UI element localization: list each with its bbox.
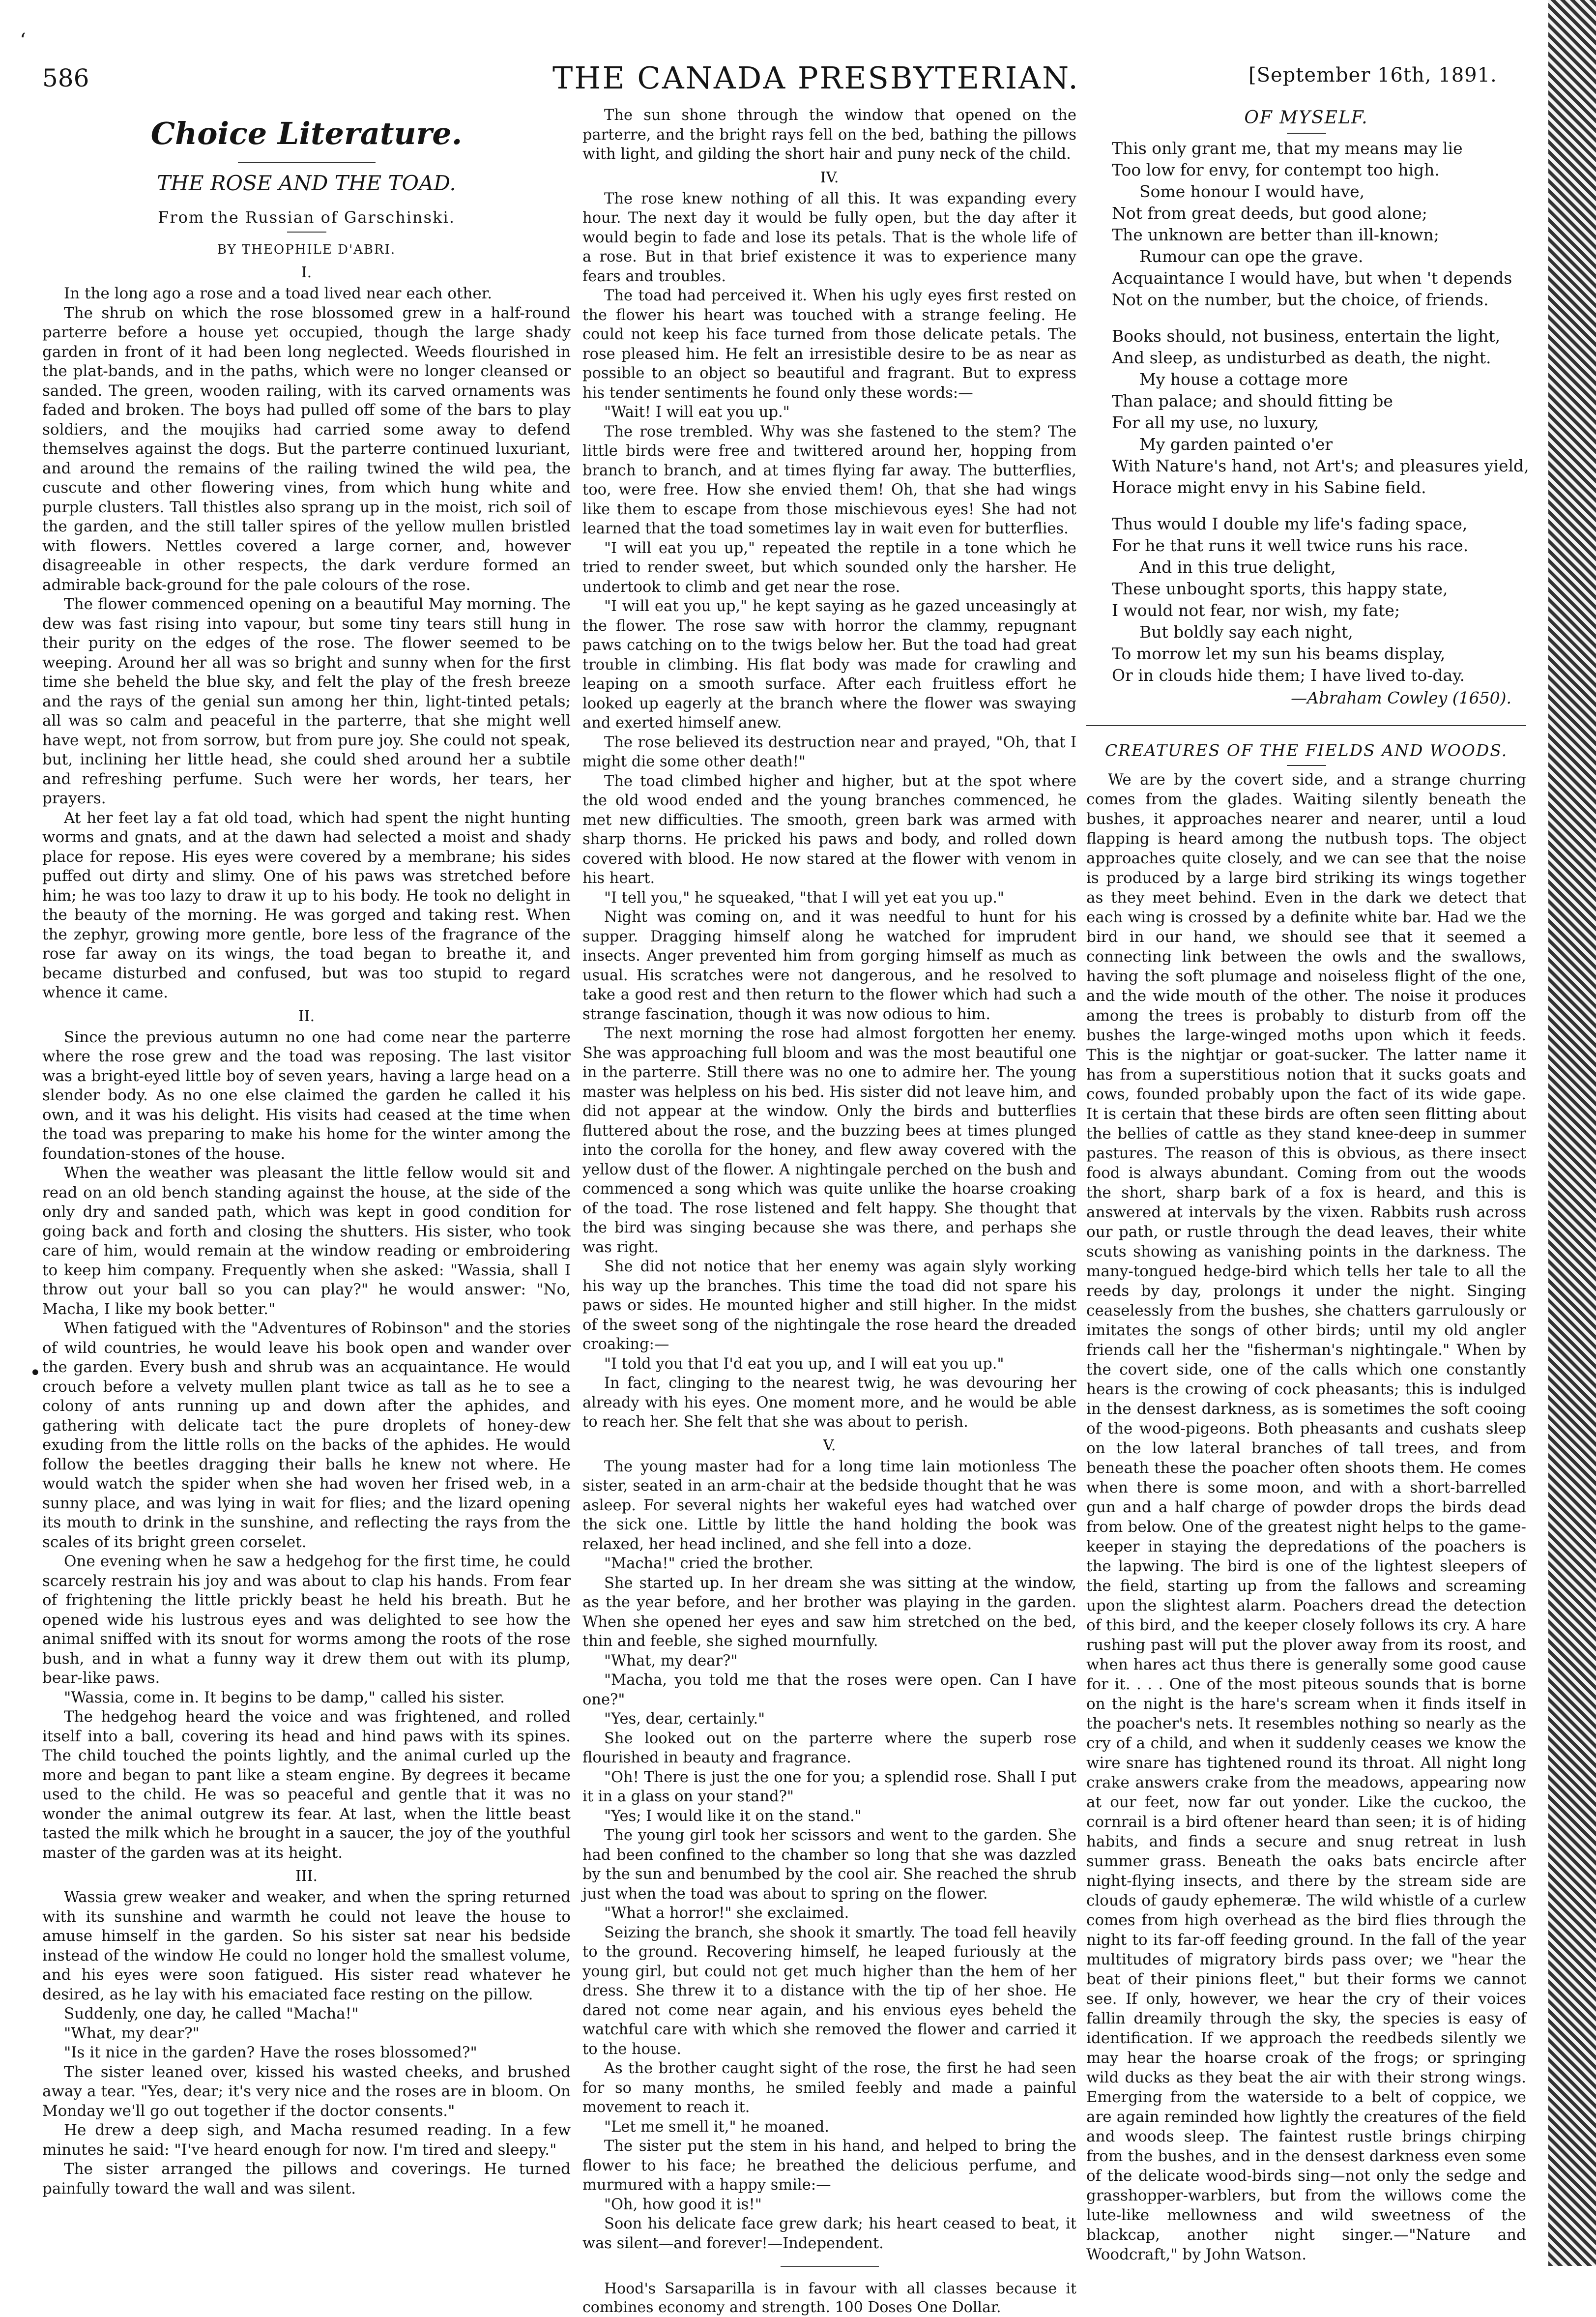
paragraph: The young master had for a long time lain motionless The sister, seated in an arm-chair at the bedside thought that he was asleep. For several nights her wakeful eyes had watched over the sick one. Little by little the hand holding the book was relaxed, her head inclined, and she fell into a doze. [582,1458,1076,1553]
paragraph: Seizing the branch, she shook it smartly. The toad fell heavily to the ground. Recovering himself, he leaped furiously at the young girl, but could not get much higher than the hem of her dress. She threw it to a distance with the tip of her shoe. He dared not come near again, and his envious eyes beheld the watchful care with which she removed the flower and carried it to the house. [582,1924,1076,2058]
paragraph: When fatigued with the "Adventures of Robinson" and the stories of wild countries, he would leave his book open and wander over the garden. Every bush and shrub was an acquaintance. He would crouch before a velvety mullen plant twice as tall as he to see a colony of ants running up and down after the aphides, and gathering with delicate tact the pure droplets of honey-dew exuding from the little rolls on the backs of the aphides. He would follow the beetles dragging their balls he knew not where. He would watch the spider when she had woven her frised web, in a sunny place, and was lying in wait for flies; and the lizard opening its mouth to drink in the sunshine, and reflecting the rays from the scales of its bright green corselet. [42,1320,571,1551]
poem-line: Thus would I double my life's fading space, [1112,514,1468,533]
paragraph: At her feet lay a fat old toad, which had spent the night hunting worms and gnats, and at the dawn had selected a moist and shady place for repose. His eyes were covered by a membrane; his sides puffed out dirty and slimy. One of his paws was stretched before him; he was too lazy to draw it up to his body. He took no delight in the beauty of the morning. He was gorged and taking rest. When the zephyr, growing more gentle, bore less of the fragrance of the rose far away on its wings, the toad began to breathe it, and became disturbed and confused, but was too stupid to regard whence it came. [42,809,571,1001]
paragraph: "What a horror!" she exclaimed. [604,1905,849,1922]
paragraph: In the long ago a rose and a toad lived near each other. [64,285,493,302]
paragraph: "Let me smell it," he moaned. [604,2118,829,2136]
section-number: III. [295,1868,318,1885]
section-1-text [42,284,571,1003]
column-2 [582,106,1076,2316]
divider [287,232,326,233]
margin-mark: • [29,1362,41,1384]
paragraph: She looked out on the parterre where the superb rose flourished in beauty and fragrance. [582,1730,1076,1766]
paragraph: "Is it nice in the garden? Have the roses blossomed?" [64,2044,477,2061]
poem-line: These unbought sports, this happy state, [1112,579,1448,598]
section-number: IV. [820,169,839,186]
story-source: From the Russian of Garschinski. [158,208,455,227]
paragraph: "I will eat you up," repeated the reptile in a tone which he tried to render sweet, but which sounded only the harsher. He undertook to climb and get near the rose. [582,539,1076,596]
poem-line: For all my use, no luxury, [1112,413,1319,432]
paragraph: He drew a deep sigh, and Macha resumed reading. In a few minutes he said: "I've heard enough for now. I'm tired and sleepy." [42,2121,571,2159]
poem-title: OF MYSELF. [1244,108,1368,128]
paragraph: The sister leaned over, kissed his wasted cheeks, and brushed away a tear. "Yes, dear; it's very nice and the roses are in bloom. On Monday we'll go out together if the doctor consents." [42,2063,571,2120]
poem-line: Some honour I would have, [1139,182,1365,201]
paragraph: Wassia grew weaker and weaker, and when the spring returned with its sunshine and warmth he could not leave the house to amuse himself in the garden. So his sister sat near his bedside instead of the window He could no longer hold the smallest volume, and his eyes were soon fatigued. His sister read whatever he desired, as he lay with his emaciated face resting on the pillow. [42,1888,571,2003]
paragraph: "Oh, how good it is!" [604,2196,762,2213]
page-number: 586 [42,64,89,92]
poem-line: My house a cottage more [1139,370,1348,389]
paragraph: "What, my dear?" [604,1652,738,1670]
section-masthead: Choice Literature. [150,116,463,151]
section-3-text [42,1888,571,2199]
poem-line: My garden painted o'er [1139,435,1333,454]
poem-line: Books should, not business, entertain the light, [1112,326,1501,346]
poem-line: Than palace; and should fitting be [1112,391,1393,411]
section-3-continued [582,106,1076,164]
poem-line: And in this true delight, [1139,557,1336,577]
section-number: V. [823,1437,836,1454]
column-3 [1086,106,1529,2263]
paragraph: Suddenly, one day, he called "Macha!" [64,2005,359,2023]
paragraph: "What, my dear?" [64,2024,200,2042]
paragraph: "I will eat you up," he kept saying as he gazed unceasingly at the flower. The rose saw with horror the clammy, repugnant paws catching on to the twigs below her. But the toad had great trouble in climbing. His flat body was made for crawling and leaping on a smooth surface. After each fruitless effort he looked up eagerly at the branch where the flower was swaying and exerted himself anew. [582,598,1076,732]
paragraph: "I told you that I'd eat you up, and I will eat you up." [604,1355,1004,1373]
paragraph: The rose believed its destruction near and prayed, "Oh, that I might die some other death!" [582,733,1076,770]
poem-line: Horace might envy in his Sabine field. [1112,478,1426,497]
poem-line: Too low for envy, for contempt too high. [1112,160,1440,179]
paragraph: "Macha, you told me that the roses were open. Can I have one?" [582,1672,1076,1708]
story-byline: BY THEOPHILE D'ABRI. [217,242,396,257]
paragraph: "I tell you," he squeaked, "that I will yet eat you up." [604,889,1004,907]
article-separator [1086,725,1526,726]
paragraph: The sister arranged the pillows and coverings. He turned painfully toward the wall and was silent. [42,2160,571,2198]
paragraph: The toad had perceived it. When his ugly eyes first rested on the flower his heart was touched with a strange feeling. He could not keep his face turned from those delicate petals. The rose pleased him. He felt an irresistible desire to be as near as possible to an object so beautiful and fragrant. But to express his tender sentiments he found only these words:— [582,287,1076,402]
paragraph: "Oh! There is just the one for you; a splendid rose. Shall I put it in a glass on your stand?" [582,1768,1076,1805]
paragraph: The shrub on which the rose blossomed grew in a half-round parterre before a house yet occupied, though the large shady garden in front of it had been long neglected. Weeds flourished in the plat-bands, and in the paths, which were no longer cleansed or sanded. The green, wooden railing, with its carved ornaments was faded and broken. The boys had pulled off some of the bars to play soldiers, and the moujiks had carried some away to defend themselves against the dogs. But the parterre continued luxuriant, and around the remains of the railing twined the wild pea, the cuscute and other flowering vines, from which hung white and purple clusters. Tall thistles also sprang up in the moist, rich soil of the garden, and the still taller spires of the yellow mullen bristled with flowers. Nettles covered a large corner, and, however disagreeable in other respects, the dark verdure formed an admirable back-ground for the pale colours of the rose. [42,304,571,594]
paragraph: The toad climbed higher and higher, but at the spot where the old wood ended and the young branches commenced, he met new difficulties. The smooth, green bark was armed with sharp thorns. He pricked his paws and body, and rolled down covered with blood. He now stared at the flower with venom in his heart. [582,772,1076,887]
paragraph: When the weather was pleasant the little fellow would sit and read on an old bench standing against the house, at the side of the only dry and sanded path, which was kept in good condition for going back and forth and closing the shutters. His sister, who took care of him, would remain at the window reading or embroidering to keep him company. Frequently when she asked: "Wassia, shall I throw out your ball so you can play?" he would answer: "No, Macha, I like my book better." [42,1164,571,1318]
poem-line: But boldly say each night, [1139,622,1353,642]
paragraph: As the brother caught sight of the rose, the first he had seen for so many months, he smiled feebly and made a painful movement to reach it. [582,2060,1076,2116]
stanza-break [1112,499,1526,513]
paragraph: She started up. In her dream she was sitting at the window, as the year before, and her brother was playing in the garden. When she opened her eyes and saw him stretched on the bed, thin and feeble, she sighed mournfully. [582,1574,1076,1650]
section-number: I. [301,264,312,281]
paragraph: The sister put the stem in his hand, and helped to bring the flower to his face; he breathed the delicious perfume, and murmured with a happy smile:— [582,2138,1076,2194]
poem-attribution: —Abraham Cowley (1650). [1291,688,1511,707]
poem-line: Or in clouds hide them; I have lived to-day. [1112,666,1465,685]
poem-line: For he that runs it well twice runs his race. [1112,536,1469,555]
divider [1287,765,1326,766]
divider [781,2266,879,2267]
article-title: CREATURES OF THE FIELDS AND WOODS. [1104,741,1508,760]
newspaper-title: THE CANADA PRESBYTERIAN. [552,60,1079,96]
section-2-text [42,1028,571,1863]
poem-line: Rumour can ope the grave. [1139,247,1364,266]
section-number: II. [298,1007,315,1025]
column-1 [42,106,571,2239]
story-title: THE ROSE AND THE TOAD. [157,171,456,195]
poem-line: With Nature's hand, not Art's; and pleasures yield, [1112,456,1529,475]
paragraph: The young girl took her scissors and went to the garden. She had been confined to the chamber so long that she was dazzled by the sun and benumbed by the cool air. She reached the shrub just when the toad was about to spring on the flower. [582,1827,1076,1903]
divider [238,162,376,163]
poem-text [1086,138,1529,686]
paragraph: Night was coming on, and it was needful to hunt for his supper. Dragging himself along he watched for imprudent insects. Anger prevented him from gorging himself as much as usual. His scratches were not dangerous, and he resolved to take a good rest and then return to the flower which had such a strange fascination, though it was now odious to him. [582,909,1076,1023]
section-4-text [582,189,1076,1432]
margin-mark: ‘ [20,29,26,52]
stanza-break [1112,311,1526,325]
article-text [1086,770,1526,2264]
divider [1287,133,1326,134]
paragraph: "Yes; I would like it on the stand." [604,1807,862,1825]
paragraph: She did not notice that her enemy was again slyly working his way up the branches. This time the toad did not spare his paws or sides. He mounted higher and still higher. In the midst of the sweet song of the nightingale the rose heard the dreaded croaking:— [582,1258,1076,1353]
section-5-text [582,1457,1076,2254]
poem-line: Not on the number, but the choice, of friends. [1112,290,1489,309]
poem-line: To morrow let my sun his beams display, [1112,644,1446,663]
issue-date: [September 16th, 1891. [1248,64,1497,87]
paragraph: The flower commenced opening on a beautiful May morning. The dew was fast rising into vapour, but some tiny tears still hung in their purity on the edges of the rose. The flower seemed to be weeping. Around her all was so bright and sunny when for the first time she beheld the blue sky, and felt the play of the fresh breeze and the rays of the genial sun among her thin, light-tinted petals; all was so calm and peaceful in the parterre, that she might well have wept, not from sorrow, but from pure joy. She could not speak, but, inclining her little head, she could shed around her a subtile and refreshing perfume. Such were her words, her tears, her prayers. [42,595,571,807]
poem-line: Acquaintance I would have, but when 't depends [1112,268,1512,288]
paragraph: The sun shone through the window that opened on the parterre, and the bright rays fell on the bed, bathing the pillows with light, and gilding the short hair and puny neck of the child. [582,107,1076,163]
paragraph: "Wait! I will eat you up." [604,404,790,421]
paragraph: The hedgehog heard the voice and was frightened, and rolled itself into a ball, covering its head and hind paws with its spines. The child touched the points lightly, and the animal curled up the more and began to pant like a steam engine. By degrees it became used to the child. He was so peaceful and gentle that it was no wonder the animal outgrew its fear. At last, when the little beast tasted the milk which he brought in a saucer, the joy of the youthful master of the garden was at its height. [42,1708,571,1862]
paragraph: We are by the covert side, and a strange churring comes from the glades. Waiting silently beneath the bushes, it approaches nearer and nearer, until a loud flapping is heard among the nutbush tops. The object approaches quite closely, and we can see that the noise is produced by a large bird striking its wings together as they meet behind. Even in the dark we detect that each wing is crossed by a definite white bar. Had we the bird in our hand, we should see that it seemed a connecting link between the owls and the swallows, having the soft plumage and noiseless flight of the one, and the wide mouth of the other. The noise it produces among the trees is probably to disturb from off the bushes the large-winged moths upon which it feeds. This is the nightjar or goat-sucker. The latter name it has from a superstitious notion that it sucks goats and cows, founded probably upon the fact of its wide gape. It is certain that these birds are often seen flitting about the bellies of cattle as they stand knee-deep in summer pastures. The reason of this is obvious, as there insect food is always abundant. Coming from out the woods the short, sharp bark of a fox is heard, and this is answered at intervals by the vixen. Rabbits rush across our path, or rustle through the dead leaves, their white scuts showing as vanishing points in the darkness. The many-tongued hedge-bird which tells her tale to all the reeds by day, prolongs it under the night. Singing ceaselessly from the bushes, she chatters garrulously or imitates the songs of other birds; until my old angler friends call her the "fisherman's nightingale." When by the covert side, one of the calls which one constantly hears is the crowing of cock pheasants; this is indulged in the densest darkness, as is sometimes the soft cooing of the wood-pigeons. Both pheasants and cushats sleep on the low lateral branches of tall trees, and from beneath these the poacher often shoots them. He comes when there is some moon, and with a short-barrelled gun and a half charge of powder drops the birds dead from below. One of the greatest night helps to the game-keeper in staying the depredations of the poachers is the lapwing. The bird is one of the lightest sleepers of the field, starting up from the fallows and screaming upon the slightest alarm. Poachers dread the detection of this bird, and the keeper closely follows its cry. A hare rushing past will put the plover away from its roost, and when hares act thus there is generally some good cause for it. . . . One of the most piteous sounds that is borne on the night is the hare's scream when it finds itself in the poacher's nets. It resembles nothing so nearly as the cry of a child, and when it suddenly ceases we know the wire snare has tightened round its throat. All night long crake answers crake from the meadows, appearing now at our feet, now far out yonder. Like the cuckoo, the cornrail is a bird oftener heard than seen; it is of hiding habits, and finds a secure and snug retreat in lush summer grass. Beneath the oaks bats encircle after night-flying insects, and there by the stream side are clouds of gaudy ephemeræ. The wild whistle of a curlew comes from high overhead as the bird flies through the night to its far-off feeding ground. In the fall of the year multitudes of migratory birds pass over; we "hear the beat of their pinions fleet," but their forms we cannot see. If only, however, we hear the cry of their voices fallin dreamily through the sky, the species is easy of identification. If we approach the reedbeds silently we may hear the hoarse croak of the frogs; or springing wild ducks as they beat the air with their strong wings. Emerging from the waterside to a belt of coppice, we are again reminded how lightly the creatures of the field and woods sleep. The faintest rustle brings chirping from the bushes, and in the densest darkness even some of the delicate wood-birds sing—not only the sedge and grasshopper-warblers, but from the willows come the lute-like mellowness and wild sweetness of the blackcap, another night singer.—"Nature and Woodcraft," by John Watson. [1086,771,1527,2263]
paragraph: One evening when he saw a hedgehog for the first time, he could scarcely restrain his joy and was about to clap his hands. From fear of frightening the little prickly beast he held his breath. But he opened wide his lustrous eyes and was delighted to see how the animal sniffed with its snout for worms among the roots of the rose bush, and in what a funny way it drew them out with its plump, bear-like paws. [42,1553,571,1687]
poem-line: Not from great deeds, but good alone; [1112,204,1427,223]
page-edge-binding [1548,0,1596,2266]
advertisement-note: Hood's Sarsaparilla is in favour with all classes because it combines economy and strength. 100 Doses One Dollar. [582,2280,1076,2316]
poem-line: And sleep, as undisturbed as death, the night. [1112,348,1491,367]
paragraph: "Wassia, come in. It begins to be damp," called his sister. [64,1688,505,1706]
poem-line: The unknown are better than ill-known; [1112,225,1439,244]
paragraph: "Yes, dear, certainly." [604,1710,765,1728]
paragraph: Soon his delicate face grew dark; his heart ceased to beat, it was silent—and forever!—Independent. [582,2215,1076,2252]
paragraph: The next morning the rose had almost forgotten her enemy. She was approaching full bloom and was the most beautiful one in the parterre. Still there was no one to admire her. The young master was helpless on his bed. His sister did not leave him, and did not appear at the window. Only the birds and butterflies fluttered about the rose, and the buzzing bees at times plunged into the corolla for the honey, and flew away covered with the yellow dust of the flower. A nightingale perched on the bush and commenced a song which was quite unlike the hoarse croaking of the toad. The rose listened and felt happy. She thought that the bird was singing because she was there, and perhaps she was right. [582,1025,1076,1256]
paragraph: In fact, clinging to the nearest twig, he was devouring her already with his eyes. One moment more, and he would be able to reach her. She felt that she was about to perish. [582,1375,1076,1431]
poem-line: This only grant me, that my means may lie [1112,139,1463,158]
paragraph: Since the previous autumn no one had come near the parterre where the rose grew and the toad was reposing. The last visitor was a bright-eyed little boy of seven years, having a large head on a slender body. As no one else claimed the garden he called it his own, and it was his delight. His visits had ceased at the time when the toad was preparing to make his home for the winter among the foundation-stones of the house. [42,1028,571,1163]
poem-line: I would not fear, nor wish, my fate; [1112,601,1400,620]
paragraph: "Macha!" cried the brother. [604,1555,814,1572]
paragraph: The rose trembled. Why was she fastened to the stem? The little birds were free and twittered around her, hopping from branch to branch, and at times flying far away. The butterflies, too, were free. How she envied them! Oh, that she had wings like them to escape from those mischievous eyes! She had not learned that the toad sometimes lay in wait even for butterflies. [582,423,1076,537]
paragraph: The rose knew nothing of all this. It was expanding every hour. The next day it would be fully open, but the day after it would begin to fade and lose its petals. That is the whole life of a rose. But in that brief existence it was to experience many fears and troubles. [582,190,1076,285]
